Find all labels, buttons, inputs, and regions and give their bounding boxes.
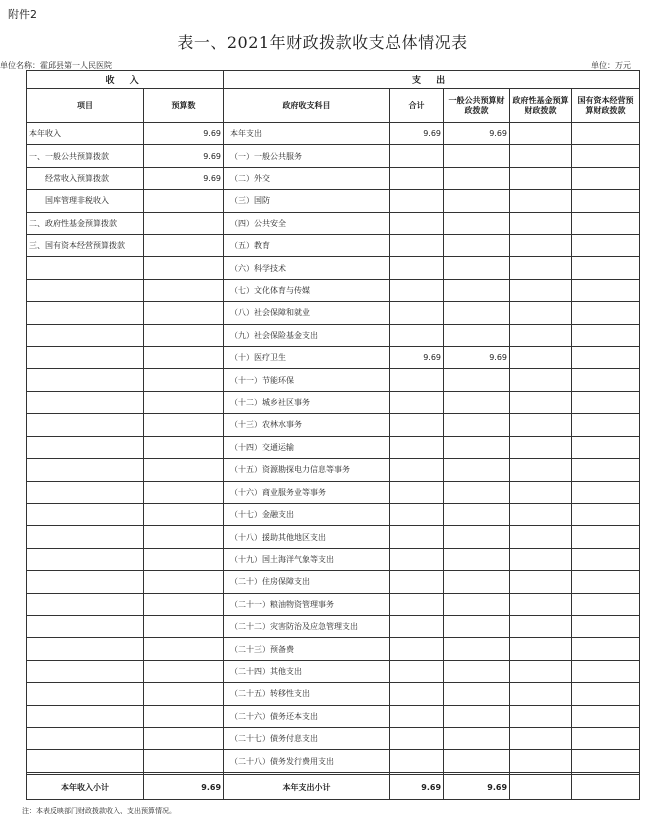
table-row (27, 145, 640, 167)
expense-capital-cell (572, 369, 640, 391)
income-item-cell (27, 414, 144, 436)
income-budget-cell: 9.69 (144, 145, 224, 167)
expense-item-cell: （二十五）转移性支出 (224, 683, 390, 705)
table-row (27, 369, 640, 391)
expense-fund-cell (510, 571, 572, 593)
expense-total-cell (390, 660, 444, 682)
expense-capital-cell (572, 459, 640, 481)
income-item-cell (27, 459, 144, 481)
expense-item-cell: 本年支出 (224, 123, 390, 145)
expense-capital-cell (572, 391, 640, 413)
expense-total-cell: 9.69 (390, 347, 444, 369)
income-budget-cell (144, 503, 224, 525)
expense-total-cell (390, 190, 444, 212)
expense-fund-cell (510, 548, 572, 570)
income-budget-cell (144, 324, 224, 346)
table-row (27, 302, 640, 324)
income-budget-cell: 9.69 (144, 167, 224, 189)
expense-total-cell (390, 167, 444, 189)
expense-total-cell (390, 279, 444, 301)
expense-fund-cell (510, 391, 572, 413)
expense-general-cell (444, 593, 510, 615)
income-budget-cell (144, 257, 224, 279)
expense-item-cell: （二）外交 (224, 167, 390, 189)
expense-total-cell (390, 571, 444, 593)
income-budget-cell (144, 436, 224, 458)
income-subtotal-value: 9.69 (144, 775, 224, 800)
table-row (27, 324, 640, 346)
attachment-label: 附件2 (8, 8, 37, 21)
income-budget-cell (144, 369, 224, 391)
income-item-cell (27, 302, 144, 324)
table-row (27, 347, 640, 369)
expense-fund-cell (510, 279, 572, 301)
expense-item-cell: （十九）国土海洋气象等支出 (224, 548, 390, 570)
income-budget-cell (144, 481, 224, 503)
expense-general-cell (444, 167, 510, 189)
table-row (27, 212, 640, 234)
income-item-cell (27, 727, 144, 749)
expense-general-cell (444, 414, 510, 436)
income-item-cell (27, 257, 144, 279)
income-item-cell (27, 750, 144, 772)
totals-row (27, 775, 640, 800)
expense-item-cell: （五）教育 (224, 235, 390, 257)
table-row (27, 503, 640, 525)
table-row (27, 190, 640, 212)
expense-fund-cell (510, 167, 572, 189)
expense-capital-cell (572, 683, 640, 705)
table-row (27, 660, 640, 682)
expense-fund-cell (510, 414, 572, 436)
expense-general-cell (444, 190, 510, 212)
expense-total-cell (390, 750, 444, 772)
expense-item-cell: （二十四）其他支出 (224, 660, 390, 682)
income-item-cell (27, 593, 144, 615)
page-title: 表一、2021年财政拨款收支总体情况表 (177, 33, 468, 52)
expense-item-cell: （二十二）灾害防治及应急管理支出 (224, 615, 390, 637)
col-header-total: 合计 (390, 89, 444, 123)
income-item-cell (27, 369, 144, 391)
expense-fund-cell (510, 638, 572, 660)
expense-item-cell: （六）科学技术 (224, 257, 390, 279)
expense-total-cell (390, 257, 444, 279)
expense-fund-cell (510, 324, 572, 346)
expense-total-cell (390, 391, 444, 413)
col-header-item: 项目 (27, 89, 144, 123)
expense-capital-cell (572, 167, 640, 189)
expense-item-cell: （二十一）粮油物资管理事务 (224, 593, 390, 615)
expense-item-cell: （二十七）债务付息支出 (224, 727, 390, 749)
unit-currency: 单位：万元 (591, 61, 631, 70)
expense-item-cell: （一）一般公共服务 (224, 145, 390, 167)
table-row (27, 615, 640, 637)
col-header-general-public: 一般公共预算财政拨款 (444, 89, 510, 123)
income-budget-cell (144, 459, 224, 481)
expense-item-cell: （十八）援助其他地区支出 (224, 526, 390, 548)
income-budget-cell (144, 615, 224, 637)
footnote: 注：本表反映部门财政拨款收入、支出预算情况。 (22, 807, 176, 815)
expense-fund-cell (510, 190, 572, 212)
expense-fund-cell (510, 526, 572, 548)
expense-fund-cell (510, 727, 572, 749)
expense-total-cell: 9.69 (390, 123, 444, 145)
table-row (27, 593, 640, 615)
expense-fund-cell (510, 660, 572, 682)
expense-capital-cell (572, 503, 640, 525)
col-header-budget: 预算数 (144, 89, 224, 123)
expense-general-cell (444, 391, 510, 413)
expense-fund-cell (510, 436, 572, 458)
expense-general-cell (444, 727, 510, 749)
expense-capital-cell (572, 481, 640, 503)
expense-capital-cell (572, 190, 640, 212)
expense-item-cell: （二十八）债务发行费用支出 (224, 750, 390, 772)
expense-total-cell (390, 459, 444, 481)
income-budget-cell (144, 302, 224, 324)
income-item-cell (27, 503, 144, 525)
expense-general-cell (444, 683, 510, 705)
table-row (27, 123, 640, 145)
income-item-cell: 国库管理非税收入 (27, 190, 144, 212)
expense-general-cell (444, 324, 510, 346)
expense-subtotal-total: 9.69 (390, 775, 444, 800)
expense-subtotal-fund (510, 775, 572, 800)
expense-capital-cell (572, 638, 640, 660)
expense-capital-cell (572, 526, 640, 548)
expense-general-cell (444, 526, 510, 548)
expense-general-cell (444, 459, 510, 481)
income-budget-cell (144, 235, 224, 257)
expense-general-cell (444, 145, 510, 167)
expense-general-cell (444, 302, 510, 324)
expense-fund-cell (510, 750, 572, 772)
income-subtotal-label: 本年收入小计 (27, 775, 144, 800)
unit-name: 单位名称：霍邱县第一人民医院 (0, 61, 112, 70)
income-budget-cell (144, 212, 224, 234)
expense-total-cell (390, 212, 444, 234)
expense-fund-cell (510, 481, 572, 503)
income-item-cell (27, 279, 144, 301)
income-budget-cell (144, 347, 224, 369)
income-item-cell (27, 436, 144, 458)
income-budget-cell (144, 526, 224, 548)
expense-total-cell (390, 548, 444, 570)
table-row (27, 235, 640, 257)
column-header-row (27, 89, 640, 123)
expense-capital-cell (572, 593, 640, 615)
table-row (27, 391, 640, 413)
expense-item-cell: （十五）资源勘探电力信息等事务 (224, 459, 390, 481)
expense-capital-cell (572, 279, 640, 301)
expense-capital-cell (572, 145, 640, 167)
expense-item-cell: （十一）节能环保 (224, 369, 390, 391)
expense-item-cell: （十四）交通运输 (224, 436, 390, 458)
expense-capital-cell (572, 324, 640, 346)
expense-capital-cell (572, 414, 640, 436)
expense-item-cell: （十七）金融支出 (224, 503, 390, 525)
expense-item-cell: （二十六）债务还本支出 (224, 705, 390, 727)
expense-fund-cell (510, 683, 572, 705)
expense-fund-cell (510, 347, 572, 369)
expense-general-cell (444, 750, 510, 772)
expense-total-cell (390, 503, 444, 525)
table-row (27, 526, 640, 548)
expense-general-cell (444, 615, 510, 637)
income-item-cell (27, 683, 144, 705)
income-budget-cell: 9.69 (144, 123, 224, 145)
expense-total-cell (390, 593, 444, 615)
expense-general-cell: 9.69 (444, 347, 510, 369)
income-budget-cell (144, 593, 224, 615)
income-item-cell (27, 660, 144, 682)
expense-subtotal-label: 本年支出小计 (224, 775, 390, 800)
col-header-gov-fund: 政府性基金预算财政拨款 (510, 89, 572, 123)
table-row (27, 436, 640, 458)
income-item-cell: 三、国有资本经营预算拨款 (27, 235, 144, 257)
income-item-cell (27, 548, 144, 570)
income-item-cell (27, 638, 144, 660)
expense-capital-cell (572, 212, 640, 234)
table-row (27, 459, 640, 481)
income-budget-cell (144, 705, 224, 727)
expense-general-cell (444, 638, 510, 660)
expense-subtotal-capital (572, 775, 640, 800)
expense-fund-cell (510, 593, 572, 615)
table-row (27, 414, 640, 436)
income-budget-cell (144, 683, 224, 705)
expense-general-cell (444, 235, 510, 257)
table-row (27, 705, 640, 727)
expense-fund-cell (510, 503, 572, 525)
expense-fund-cell (510, 302, 572, 324)
expense-general-cell (444, 212, 510, 234)
expense-capital-cell (572, 123, 640, 145)
expense-general-cell: 9.69 (444, 123, 510, 145)
table-row (27, 571, 640, 593)
expense-item-cell: （八）社会保障和就业 (224, 302, 390, 324)
income-item-cell (27, 526, 144, 548)
expense-total-cell (390, 727, 444, 749)
expense-general-cell (444, 705, 510, 727)
expense-item-cell: （十三）农林水事务 (224, 414, 390, 436)
expense-general-cell (444, 660, 510, 682)
expense-capital-cell (572, 727, 640, 749)
income-item-cell (27, 391, 144, 413)
expense-total-cell (390, 302, 444, 324)
expense-item-cell: （十二）城乡社区事务 (224, 391, 390, 413)
expense-item-cell: （二十）住房保障支出 (224, 571, 390, 593)
col-header-gov-function: 政府收支科目 (224, 89, 390, 123)
expense-total-cell (390, 369, 444, 391)
expense-capital-cell (572, 302, 640, 324)
expense-fund-cell (510, 145, 572, 167)
table-row (27, 727, 640, 749)
expense-general-cell (444, 571, 510, 593)
income-item-cell: 本年收入 (27, 123, 144, 145)
expense-total-cell (390, 145, 444, 167)
expense-subtotal-general: 9.69 (444, 775, 510, 800)
expense-total-cell (390, 481, 444, 503)
income-budget-cell (144, 548, 224, 570)
income-item-cell: 二、政府性基金预算拨款 (27, 212, 144, 234)
expense-item-cell: （七）文化体育与传媒 (224, 279, 390, 301)
expense-capital-cell (572, 660, 640, 682)
income-budget-cell (144, 414, 224, 436)
expense-capital-cell (572, 235, 640, 257)
income-budget-cell (144, 279, 224, 301)
table-row (27, 638, 640, 660)
section-header-row (27, 71, 640, 89)
expense-fund-cell (510, 257, 572, 279)
table-row (27, 750, 640, 772)
expense-total-cell (390, 324, 444, 346)
expense-fund-cell (510, 459, 572, 481)
income-item-cell (27, 615, 144, 637)
expense-fund-cell (510, 212, 572, 234)
table-row (27, 167, 640, 189)
expense-general-cell (444, 369, 510, 391)
table-row (27, 683, 640, 705)
expense-capital-cell (572, 548, 640, 570)
table-row (27, 548, 640, 570)
expense-item-cell: （四）公共安全 (224, 212, 390, 234)
expense-total-cell (390, 615, 444, 637)
expense-general-cell (444, 481, 510, 503)
expense-item-cell: （二十三）预备费 (224, 638, 390, 660)
expense-total-cell (390, 638, 444, 660)
expense-capital-cell (572, 705, 640, 727)
income-item-cell: 经常收入预算拨款 (27, 167, 144, 189)
income-budget-cell (144, 638, 224, 660)
expense-general-cell (444, 279, 510, 301)
income-budget-cell (144, 750, 224, 772)
income-budget-cell (144, 660, 224, 682)
income-item-cell (27, 481, 144, 503)
income-budget-cell (144, 190, 224, 212)
expense-fund-cell (510, 123, 572, 145)
expense-item-cell: （十六）商业服务业等事务 (224, 481, 390, 503)
expense-capital-cell (572, 436, 640, 458)
income-budget-cell (144, 391, 224, 413)
expense-capital-cell (572, 571, 640, 593)
expense-total-cell (390, 235, 444, 257)
income-budget-cell (144, 571, 224, 593)
expense-fund-cell (510, 369, 572, 391)
expense-general-cell (444, 503, 510, 525)
table-row (27, 279, 640, 301)
expense-total-cell (390, 705, 444, 727)
expense-fund-cell (510, 615, 572, 637)
expense-capital-cell (572, 615, 640, 637)
table-row (27, 481, 640, 503)
expense-total-cell (390, 436, 444, 458)
income-item-cell: 一、一般公共预算拨款 (27, 145, 144, 167)
expense-total-cell (390, 526, 444, 548)
expense-item-cell: （九）社会保险基金支出 (224, 324, 390, 346)
expense-fund-cell (510, 235, 572, 257)
income-budget-cell (144, 727, 224, 749)
expense-fund-cell (510, 705, 572, 727)
income-item-cell (27, 324, 144, 346)
income-item-cell (27, 571, 144, 593)
col-header-state-capital: 国有资本经营预算财政拨款 (572, 89, 640, 123)
expense-item-cell: （三）国防 (224, 190, 390, 212)
expense-item-cell: （十）医疗卫生 (224, 347, 390, 369)
expense-section-header: 支 出 (224, 71, 640, 89)
income-item-cell (27, 347, 144, 369)
expense-capital-cell (572, 750, 640, 772)
income-item-cell (27, 705, 144, 727)
income-section-header: 收 入 (27, 71, 224, 89)
expense-general-cell (444, 436, 510, 458)
expense-capital-cell (572, 347, 640, 369)
expense-general-cell (444, 257, 510, 279)
table-row (27, 257, 640, 279)
expense-general-cell (444, 548, 510, 570)
expense-capital-cell (572, 257, 640, 279)
budget-table (26, 70, 640, 800)
expense-total-cell (390, 414, 444, 436)
expense-total-cell (390, 683, 444, 705)
